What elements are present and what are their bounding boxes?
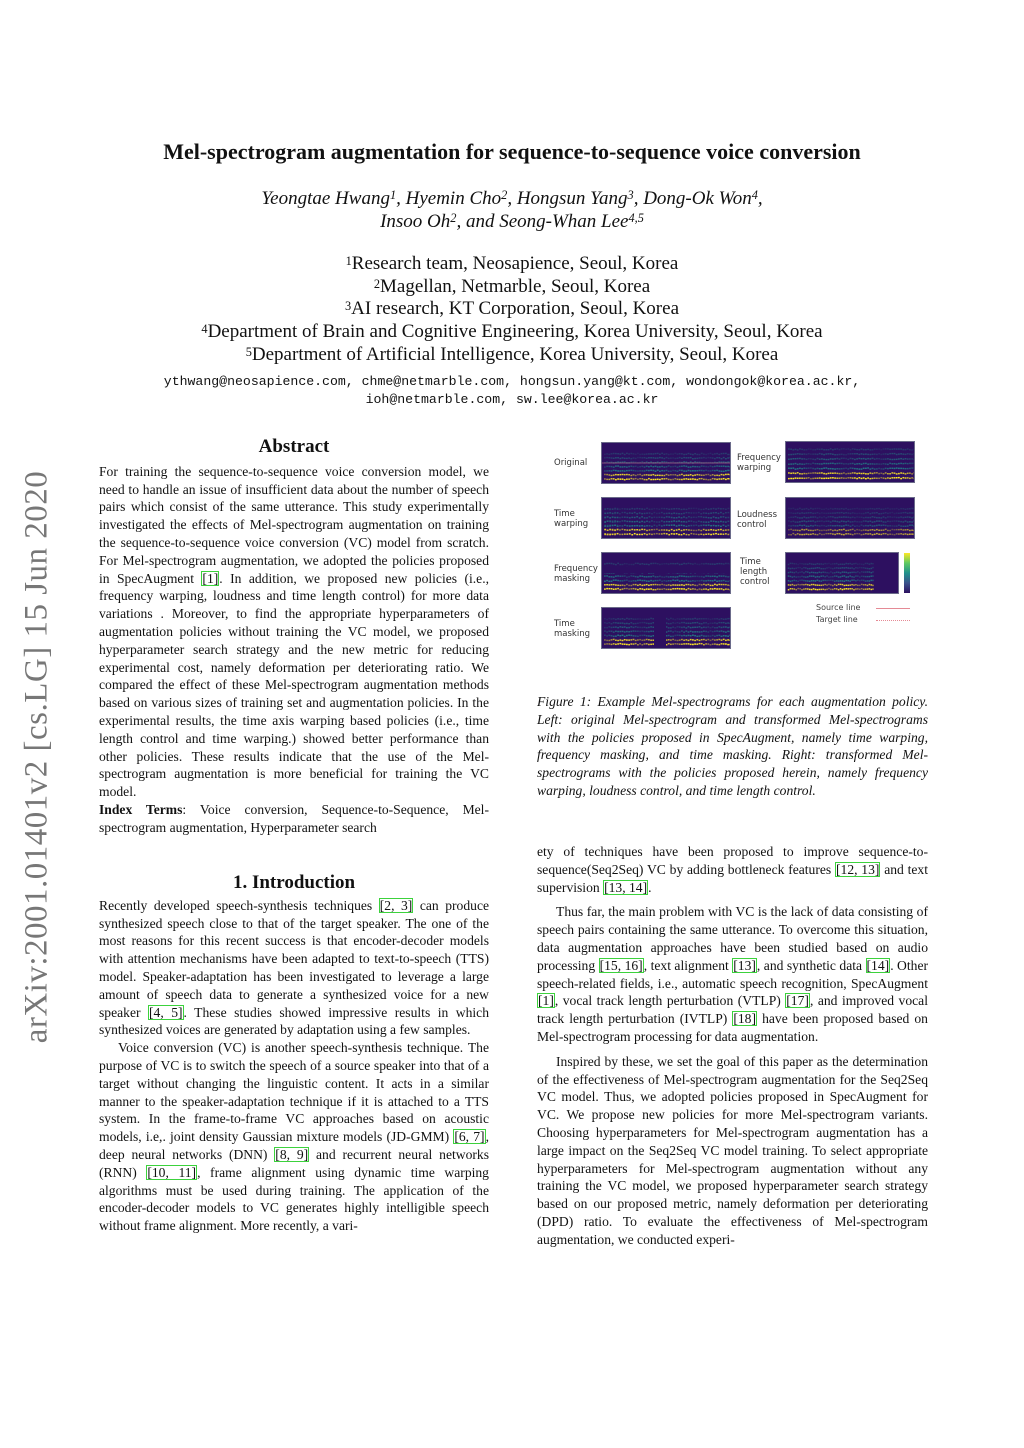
figure-1-caption: Figure 1: Example Mel-spectrograms for each augmentation policy. Left: original Mel-spectrogram and transformed Mel-spectrograms with the policies proposed in SpecAugment, namely time warping, frequency masking, and time masking. Right: transformed Mel-spectrograms with the policies proposed herein, namely frequency warping, loudness control, and time length control. <box>537 694 928 798</box>
author-name: Hongsun Yang <box>516 188 628 209</box>
right-paragraph-3: Inspired by these, we set the goal of this paper as the determination of the effectiveness of Mel-spectrogram augmentation for the Seq2Seq VC model. Thus, we adopted policies proposed in SpecAugment for VC. We propose new policies for more Mel-spectrogram variants. Choosing hyperparameters for Mel-spectrogram augmentation has a large impact on the Seq2Seq VC model training. To select appropriate hyperparameters for Mel-spectrogram augmentation without any training the VC model, we proposed hyperparameter search strategy based on our proposed metric, namely deformation per deteriorating (DPD) ratio. To evaluate the effectiveness of Mel-spectrogram augmentation, we conducted experi- <box>537 1053 928 1247</box>
legend-source-line <box>876 608 910 609</box>
affiliation-line: $^5$Department of Artificial Intelligence, Korea University, Seoul, Korea <box>245 343 779 365</box>
arxiv-sidebar-stamp <box>14 452 60 1062</box>
author-affiliation-number: 4,5 <box>628 211 644 225</box>
citation-link[interactable]: [13] <box>733 957 756 973</box>
affiliation-list <box>0 253 1024 367</box>
right-paragraph-1: ety of techniques have been proposed to improve sequence-to-sequence(Seq2Seq) VC by adding bottleneck features [12, 13] and text supervision [13, 14]. <box>537 844 928 895</box>
label-loudness-control: Loudness control <box>737 510 778 530</box>
index-terms: Index Terms: Voice conversion, Sequence-to-Sequence, Mel-spectrogram augmentation, Hyperparameter search <box>99 801 489 835</box>
author-name: Insoo Oh <box>380 211 451 232</box>
affiliation-line: $^3$AI research, KT Corporation, Seoul, Korea <box>345 298 679 320</box>
label-time-warping: Time warping <box>554 509 589 529</box>
figure-1 <box>540 436 930 661</box>
abstract-body: For training the sequence-to-sequence voice conversion model, we need to handle an issue of insufficient data about the number of speech pairs which consist of the same utterance. This study experimentally investigated the effects of Mel-spectrogram augmentation on training the sequence-to-sequence voice conversion (VC) model from scratch. For Mel-spectrogram augmentation, we adopted the policies proposed in SpecAugment [1]. In addition, we proposed new policies (i.e., frequency warping, loudness and time length control) for more data variations . Moreover, to find the appropriate hyperparameters of augmentation policies without training the VC model, we proposed hyperparameter search strategy and the new metric for reducing experimental cost, namely deformation per deteriorating ratio. We compared the effect of these Mel-spectrogram augmentation methods based on various sizes of training set and augmentation policies. In the experimental results, the time axis warping based policies (i.e., time length control and time warping.) showed better performance than other policies. These results indicate that the use of the Mel-spectrogram augmentation is more beneficial for training the VC model. <box>99 463 489 800</box>
legend-source-label: Source line <box>816 603 861 612</box>
citation-link[interactable]: [2, 3] <box>379 897 413 913</box>
affiliation-line: $^1$Research team, Neosapience, Seoul, Korea <box>345 253 679 274</box>
label-frequency-warping: Frequency warping <box>737 453 781 473</box>
email-list <box>0 373 1024 409</box>
paper-title: Mel-spectrogram augmentation for sequence-to-sequence voice conversion <box>163 139 861 164</box>
right-paragraph-2: Thus far, the main problem with VC is the lack of data consisting of speech pairs containing the same utterance. To overcome this situation, data augmentation approaches have been studied based on audio processing [15, 16], text alignment [13], and synthetic data [14]. Other speech-related fields, i.e., automatic speech recognition, SpecAugment [1], vocal track length perturbation (VTLP) [17], and improved vocal track length perturbation (IVTLP) [18] have been proposed based on Mel-spectrogram processing for data augmentation. <box>537 904 929 1044</box>
spectrogram-time-length-control <box>785 552 899 594</box>
colorbar <box>904 553 910 593</box>
label-frequency-masking: Frequency masking <box>554 564 598 584</box>
author-affiliation-number: 1 <box>389 188 397 202</box>
email-line-1: ythwang@neosapience.com, chme@netmarble.com, hongsun.yang@kt.com, wondongok@korea.ac.kr, <box>163 374 861 389</box>
legend-target-label: Target line <box>816 615 858 624</box>
affiliation-line: $^4$Department of Brain and Cognitive Engineering, Korea University, Seoul, Korea <box>201 321 823 343</box>
arxiv-id-text: arXiv:2001.01401v2 [cs.LG] 15 Jun 2020 <box>18 470 55 1044</box>
citation-link[interactable]: [17] <box>786 993 809 1009</box>
spectrogram-original <box>601 442 731 484</box>
email-line-2: ioh@netmarble.com, sw.lee@korea.ac.kr <box>365 392 659 407</box>
spectrogram-time-warping <box>601 497 731 539</box>
abstract-heading: Abstract <box>258 436 330 457</box>
introduction-heading: 1. Introduction <box>232 872 356 893</box>
citation-link[interactable]: [4, 5] <box>149 1004 183 1020</box>
author-name: Seong-Whan Lee <box>499 211 629 232</box>
spectrogram-frequency-masking <box>601 552 731 594</box>
citation-link[interactable]: [14] <box>866 957 890 973</box>
citation-link[interactable]: [6, 7] <box>454 1129 485 1145</box>
intro-paragraph-2: Voice conversion (VC) is another speech-synthesis technique. The purpose of VC is to switch the speech of a source speaker into that of a target without changing the linguistic content. It acts in a similar manner to the speaker-adaptation technique if it is attached to a TTS system. In the frame-to-frame VC approaches based on acoustic models, i.e,. joint density Gaussian mixture models (JD-GMM) [6, 7], deep neural networks (DNN) [8, 9] and recurrent neural networks (RNN) [10, 11], frame alignment using dynamic time warping algorithms must be used during training. The application of the encoder-decoder models to VC generates highly intelligible speech without frame alignment. More recently, a vari- <box>99 1040 489 1234</box>
spectrogram-loudness-control <box>785 497 915 539</box>
introduction-section <box>99 874 489 1235</box>
author-list <box>0 187 1024 233</box>
author-affiliation-number: 3 <box>627 188 634 202</box>
label-time-length-control: Time length control <box>740 557 770 587</box>
author-name: Yeongtae Hwang <box>261 188 390 209</box>
abstract-section <box>99 438 489 837</box>
author-name: Dong-Ok Won <box>643 188 752 209</box>
spectrogram-time-masking <box>601 607 731 649</box>
author-affiliation-number: 2 <box>501 188 508 202</box>
citation-link[interactable]: [8, 9] <box>275 1146 309 1162</box>
author-name: Hyemin Cho <box>405 188 502 209</box>
affiliation-line: $^2$Magellan, Netmarble, Seoul, Korea <box>373 275 651 297</box>
legend-target-line <box>876 620 910 621</box>
citation-link[interactable]: [10, 11] <box>147 1164 197 1180</box>
citation-link[interactable]: [18] <box>733 1011 757 1027</box>
citation-link[interactable]: [15, 16] <box>599 957 643 973</box>
author-line-1: Yeongtae Hwang$^1$, Hyemin Cho$^2$, Hongsun Yang$^3$, Dong-Ok Won$^4$, <box>261 188 763 209</box>
citation-link[interactable]: [12, 13] <box>836 861 880 877</box>
author-affiliation-number: 2 <box>450 211 457 225</box>
citation-link[interactable]: [1] <box>202 570 219 586</box>
intro-paragraph-1: Recently developed speech-synthesis techniques [2, 3] can produce synthesized speech close to that of the target speaker. The one of the most reasons for this recent success is that encoder-decoder models with attention mechanisms have been adapted to text-to-speech (TTS) model. Speaker-adaptation has been investigated to leverage a large amount of speech data to generate a synthesized voice for a new speaker [4, 5]. These studies showed impressive results in which synthesized voices are generated by adaptation using a few samples. <box>99 897 490 1038</box>
citation-link[interactable]: [1] <box>538 993 554 1009</box>
author-affiliation-number: 4 <box>751 188 758 202</box>
label-time-masking: Time masking <box>554 619 590 639</box>
label-original: Original <box>554 458 588 468</box>
author-line-2: Insoo Oh$^2$, and Seong-Whan Lee$^{4,5}$ <box>380 211 644 232</box>
right-column-body <box>537 843 928 1249</box>
spectrogram-frequency-warping <box>785 441 915 483</box>
citation-link[interactable]: [13, 14] <box>604 879 648 895</box>
